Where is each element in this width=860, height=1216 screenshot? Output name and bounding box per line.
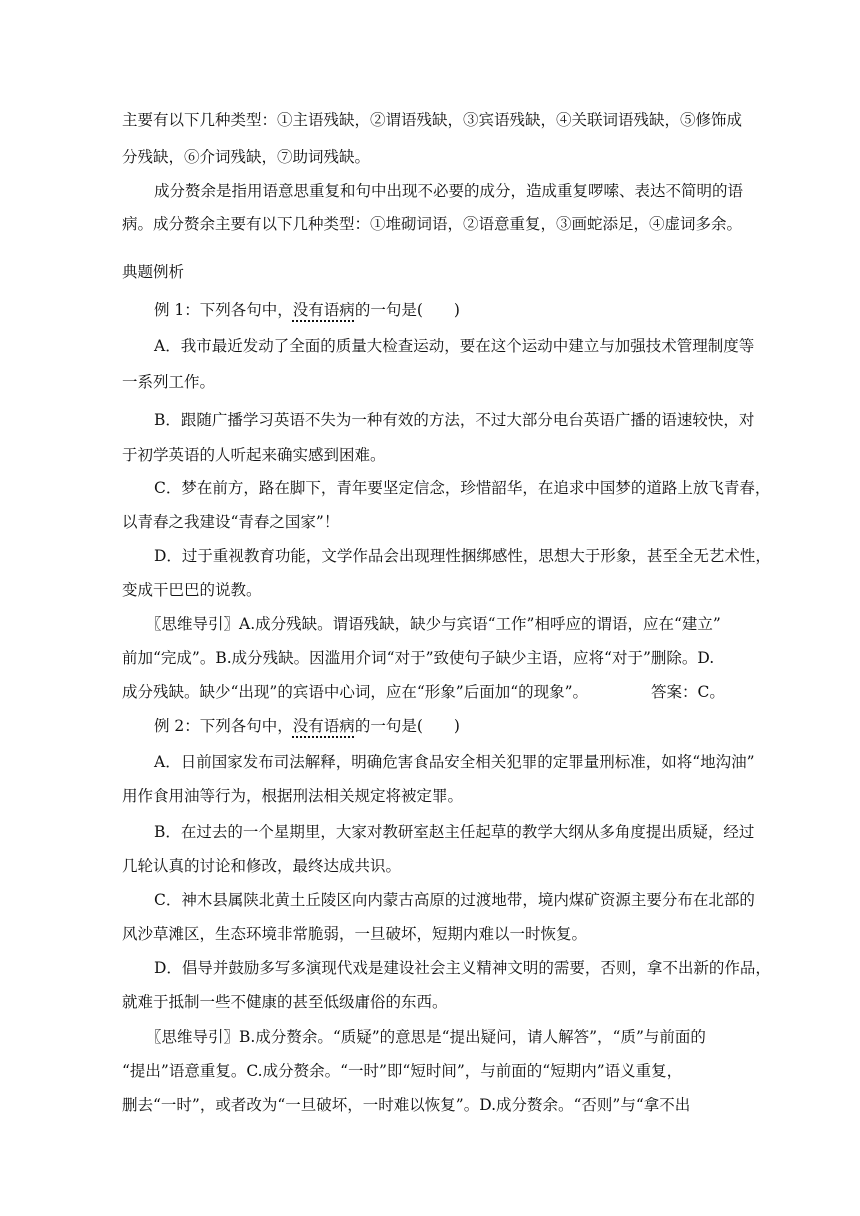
example-question	[154, 716, 460, 736]
option-line: B．跟随广播学习英语不失为一种有效的方法，不过大部分电台英语广播的语速较快，对	[154, 411, 755, 429]
paragraph-line: 成分赘余是指用语意思重复和句中出现不必要的成分，造成重复啰嗦、表达不简明的语	[154, 182, 744, 200]
section-heading: 典题例析	[122, 263, 185, 281]
analysis-line: 成分残缺。缺少“出现”的宾语中心词，应在“形象”后面加“的现象”。	[122, 683, 589, 701]
paragraph-line: 主要有以下几种类型：①主语残缺，②谓语残缺，③宾语残缺，④关联词语残缺，⑤修饰成	[122, 111, 743, 129]
option-line: 变成干巴巴的说教。	[122, 581, 262, 599]
option-line: A．我市最近发动了全面的质量大检查运动，要在这个运动中建立与加强技术管理制度等	[154, 337, 755, 355]
option-line: D．倡导并鼓励多写多演现代戏是建设社会主义精神文明的需要，否则，拿不出新的作品，	[154, 959, 771, 977]
example-question	[154, 300, 460, 320]
example-suffix: 的一句是( )	[354, 301, 460, 319]
analysis-line: 前加“完成”。B.成分残缺。因滥用介词“对于”致使句子缺少主语，应将“对于”删除。D.	[122, 649, 715, 667]
analysis-line: “提出”语意重复。C.成分赘余。“一时”即“短时间”，与前面的“短期内”语义重复，	[122, 1062, 683, 1080]
option-line: C．神木县属陕北黄土丘陵区向内蒙古高原的过渡地带，境内煤矿资源主要分布在北部的	[154, 891, 755, 909]
analysis-line: 〖思维导引〗B.成分赘余。“质疑”的意思是“提出疑问，请人解答”，“质”与前面的	[146, 1028, 706, 1046]
option-line: C．梦在前方，路在脚下，青年要坚定信念，珍惜韶华，在追求中国梦的道路上放飞青春，	[154, 479, 771, 497]
option-line: 几轮认真的讨论和修改，最终达成共识。	[122, 857, 402, 875]
option-line: 用作食用油等行为，根据刑法相关规定将被定罪。	[122, 787, 464, 805]
emphasized-text: 没有语病	[292, 301, 355, 319]
option-line: 风沙草滩区，生态环境非常脆弱，一旦破坏，短期内难以一时恢复。	[122, 925, 588, 943]
option-line: 以青春之我建设“青春之国家”！	[122, 513, 340, 531]
answer-text: 答案：C。	[651, 683, 725, 701]
option-line: D．过于重视教育功能，文学作品会出现理性捆绑感性，思想大于形象，甚至全无艺术性，	[154, 547, 771, 565]
option-line: 于初学英语的人听起来确实感到困难。	[122, 446, 386, 464]
example-prefix: 例 1：下列各句中，	[154, 301, 293, 319]
option-line: A．日前国家发布司法解释，明确危害食品安全相关犯罪的定罪量刑标准，如将“地沟油”	[154, 753, 755, 771]
paragraph-line: 分残缺，⑥介词残缺，⑦助词残缺。	[122, 148, 371, 166]
analysis-line: 〖思维导引〗A.成分残缺。谓语残缺，缺少与宾语“工作”相呼应的谓语，应在“建立”	[146, 615, 721, 633]
example-suffix: 的一句是( )	[354, 717, 460, 735]
option-line: 就难于抵制一些不健康的甚至低级庸俗的东西。	[122, 993, 448, 1011]
analysis-line: 删去“一时”，或者改为“一旦破坏，一时难以恢复”。D.成分赘余。“否则”与“拿不出	[122, 1096, 691, 1114]
option-line: B．在过去的一个星期里，大家对教研室赵主任起草的教学大纲从多角度提出质疑，经过	[154, 823, 755, 841]
paragraph-line: 病。成分赘余主要有以下几种类型：①堆砌词语，②语意重复，③画蛇添足，④虚词多余。	[122, 215, 743, 233]
option-line: 一系列工作。	[122, 373, 216, 391]
example-prefix: 例 2：下列各句中，	[154, 717, 293, 735]
emphasized-text: 没有语病	[292, 717, 355, 735]
